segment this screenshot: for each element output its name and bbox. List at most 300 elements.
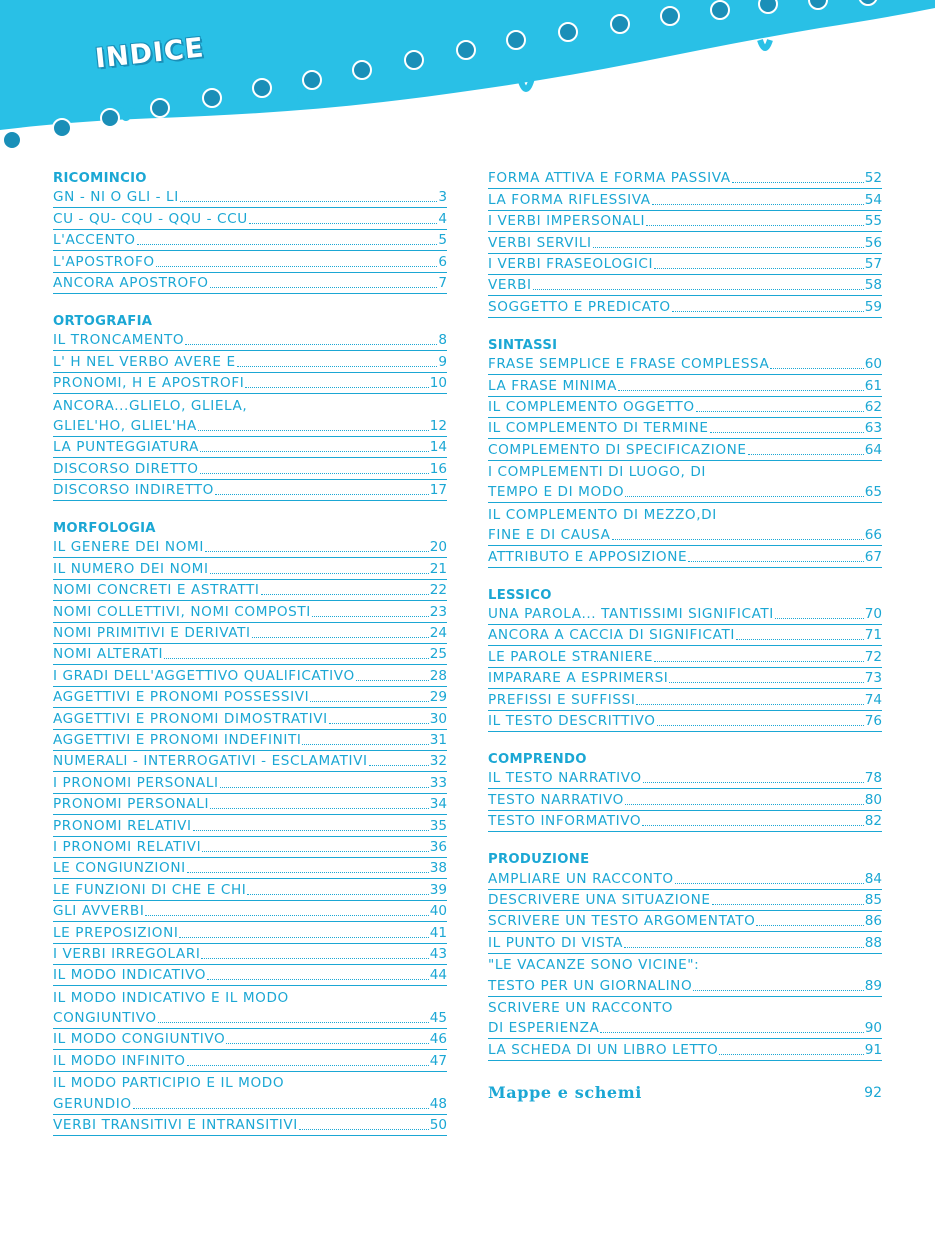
entry-title: IL COMPLEMENTO DI MEZZO,DI [488, 506, 717, 523]
dot-leader [642, 825, 863, 826]
entry-title: ATTRIBUTO E APPOSIZIONE [488, 548, 688, 565]
entry-page: 35 [429, 817, 447, 834]
entry-title: LE PAROLE STRANIERE [488, 648, 654, 665]
toc-entry[interactable] [488, 997, 882, 1018]
entry-page: 76 [864, 712, 882, 729]
dot-leader [600, 1032, 863, 1033]
entry-page: 54 [864, 191, 882, 208]
entry-page: 38 [429, 860, 447, 877]
entry-title: GLIEL'HO, GLIEL'HA [53, 417, 197, 434]
entry-page: 31 [429, 731, 447, 748]
dot-leader [593, 247, 864, 248]
entry-title: CONGIUNTIVO [53, 1010, 157, 1027]
toc-entry[interactable] [488, 546, 882, 567]
toc-entry[interactable] [488, 768, 882, 789]
toc-section [53, 311, 447, 501]
entry-title: TESTO PER UN GIORNALINO [488, 977, 693, 994]
entry-title: ANCORA APOSTROFO [53, 274, 209, 291]
entry-title: IL NUMERO DEI NOMI [53, 560, 209, 577]
entry-page: 74 [864, 691, 882, 708]
entry-title: DISCORSO INDIRETTO [53, 482, 214, 499]
dot-leader [652, 204, 864, 205]
entry-page: 25 [429, 646, 447, 663]
entry-title: TESTO NARRATIVO [488, 791, 624, 808]
entry-page: 66 [864, 527, 882, 544]
toc-entry[interactable] [488, 397, 882, 418]
entry-title: "LE VACANZE SONO VICINE": [488, 957, 700, 974]
entry-page: 3 [438, 189, 447, 206]
toc-entry[interactable] [53, 1072, 447, 1093]
entry-page: 24 [429, 625, 447, 642]
entry-page: 20 [429, 539, 447, 556]
entry-title: LA FRASE MINIMA [488, 377, 618, 394]
toc-entry[interactable] [488, 503, 882, 524]
entry-title: IL PUNTO DI VISTA [488, 934, 624, 951]
toc-entry[interactable] [488, 275, 882, 296]
entry-title: GERUNDIO [53, 1095, 132, 1112]
dot-leader [145, 915, 428, 916]
entry-title: NOMI PRIMITIVI E DERIVATI [53, 625, 251, 642]
entry-page: 7 [438, 274, 447, 291]
entry-page: 29 [429, 689, 447, 706]
entry-title: DI ESPERIENZA [488, 1020, 600, 1037]
entry-title: PRONOMI RELATIVI [53, 817, 192, 834]
dot-leader [156, 266, 438, 267]
entry-title: IL MODO INFINITO [53, 1052, 186, 1069]
entry-page: 8 [438, 332, 447, 349]
dot-leader [657, 725, 864, 726]
toc-section [53, 168, 447, 294]
toc-section [488, 749, 882, 832]
toc-entry[interactable] [488, 1039, 882, 1060]
entry-title: PREFISSI E SUFFISSI [488, 691, 636, 708]
entry-page: 44 [429, 967, 447, 984]
toc-entry[interactable] [488, 604, 882, 625]
dot-leader [205, 551, 429, 552]
dot-leader [210, 573, 429, 574]
entry-title: ANCORA A CACCIA DI SIGNIFICATI [488, 627, 735, 644]
dot-leader [220, 787, 429, 788]
toc-entry[interactable] [53, 416, 447, 437]
toc-entry[interactable] [53, 837, 447, 858]
entry-title: I PRONOMI PERSONALI [53, 774, 219, 791]
toc-entry[interactable] [53, 230, 447, 251]
toc-entry[interactable] [53, 1093, 447, 1114]
entry-title: CU - QU- CQU - QQU - CCU [53, 210, 248, 227]
entry-title: TEMPO E DI MODO [488, 484, 625, 501]
toc-entry[interactable] [488, 525, 882, 546]
entry-title: L' H NEL VERBO AVERE E [53, 353, 236, 370]
entry-title: COMPLEMENTO DI SPECIFICAZIONE [488, 441, 747, 458]
entry-title: AMPLIARE UN RACCONTO [488, 870, 674, 887]
dot-leader [210, 287, 438, 288]
entry-title: NOMI CONCRETI E ASTRATTI [53, 582, 260, 599]
dot-leader [215, 494, 429, 495]
dot-leader [693, 990, 863, 991]
dot-leader [533, 289, 864, 290]
dot-leader [180, 201, 438, 202]
entry-page: 80 [864, 791, 882, 808]
entry-title: FORMA ATTIVA E FORMA PASSIVA [488, 170, 731, 187]
dot-leader [688, 561, 864, 562]
toc-entry[interactable] [53, 665, 447, 686]
toc-entry[interactable] [488, 911, 882, 932]
entry-title: I GRADI DELL'AGGETTIVO QUALIFICATIVO [53, 667, 355, 684]
dot-leader [625, 496, 864, 497]
dot-leader [247, 894, 428, 895]
section-heading: COMPRENDO [488, 751, 587, 767]
entry-page: 92 [864, 1084, 882, 1101]
entry-title: IL TRONCAMENTO [53, 332, 185, 349]
toc-entry[interactable] [488, 954, 882, 975]
toc-entry[interactable] [53, 751, 447, 772]
section-heading: SINTASSI [488, 337, 558, 353]
toc-entry[interactable] [53, 772, 447, 793]
entry-page: 57 [864, 255, 882, 272]
entry-title: L'ACCENTO [53, 232, 136, 249]
entry-page: 62 [864, 398, 882, 415]
entry-page: 5 [438, 232, 447, 249]
toc-entry[interactable] [53, 922, 447, 943]
dot-leader [696, 411, 864, 412]
entry-page: 12 [429, 417, 447, 434]
toc-entry[interactable] [488, 211, 882, 232]
entry-title: UNA PAROLA... TANTISSIMI SIGNIFICATI [488, 606, 774, 623]
dot-leader [654, 268, 864, 269]
dot-leader [200, 473, 429, 474]
entry-title: NUMERALI - INTERROGATIVI - ESCLAMATIVI [53, 753, 368, 770]
entry-title: IL COMPLEMENTO DI TERMINE [488, 420, 709, 437]
toc-entry[interactable] [53, 687, 447, 708]
entry-page: 56 [864, 234, 882, 251]
dot-leader [201, 958, 428, 959]
entry-title: VERBI TRANSITIVI E INTRANSITIVI [53, 1117, 298, 1134]
entry-title: LE FUNZIONI DI CHE E CHI [53, 881, 247, 898]
section-heading: PRODUZIONE [488, 852, 590, 868]
toc-entry[interactable] [488, 975, 882, 996]
toc-entry[interactable] [488, 296, 882, 317]
toc-entry[interactable] [53, 373, 447, 394]
toc-column-right [488, 168, 882, 1108]
toc-entry[interactable] [488, 646, 882, 667]
toc-entry[interactable] [53, 794, 447, 815]
dot-leader [226, 1043, 428, 1044]
dot-leader [643, 782, 864, 783]
toc-column-left [53, 168, 447, 1153]
entry-title: I PRONOMI RELATIVI [53, 838, 202, 855]
toc-entry[interactable] [488, 461, 882, 482]
toc-entry[interactable] [53, 480, 447, 501]
toc-section [488, 585, 882, 732]
entry-title: SCRIVERE UN TESTO ARGOMENTATO [488, 913, 756, 930]
entry-title: IL GENERE DEI NOMI [53, 539, 204, 556]
toc-entry[interactable] [488, 254, 882, 275]
toc-entry[interactable] [53, 251, 447, 272]
toc-entry[interactable] [488, 890, 882, 911]
entry-page: 28 [429, 667, 447, 684]
entry-title: AGGETTIVI E PRONOMI DIMOSTRATIVI [53, 710, 328, 727]
dot-leader [329, 723, 429, 724]
section-heading: RICOMINCIO [53, 171, 147, 186]
toc-entry[interactable] [488, 232, 882, 253]
dot-leader [210, 808, 429, 809]
entry-page: 72 [864, 648, 882, 665]
toc-entry[interactable] [53, 601, 447, 622]
entry-title: FINE E DI CAUSA [488, 527, 611, 544]
toc-entry[interactable] [488, 1018, 882, 1039]
entry-page: 47 [429, 1052, 447, 1069]
dot-leader [654, 661, 864, 662]
toc-entry[interactable] [488, 711, 882, 732]
dot-leader [669, 682, 863, 683]
toc-entry[interactable] [488, 932, 882, 953]
dot-leader [748, 454, 864, 455]
entry-title: LA PUNTEGGIATURA [53, 439, 200, 456]
dot-leader [187, 1065, 429, 1066]
entry-page: 48 [429, 1095, 447, 1112]
toc-entry[interactable] [53, 558, 447, 579]
entry-title: IL MODO INDICATIVO [53, 967, 207, 984]
toc-entry[interactable] [53, 1029, 447, 1050]
toc-entry-mappe[interactable] [488, 1078, 882, 1108]
header-banner [0, 0, 935, 160]
dot-leader [207, 979, 429, 980]
toc-entry[interactable] [488, 418, 882, 439]
entry-title: IL MODO INDICATIVO E IL MODO [53, 989, 289, 1006]
dot-leader [185, 344, 437, 345]
toc-entry[interactable] [488, 168, 882, 189]
entry-page: 9 [438, 353, 447, 370]
toc-entry[interactable] [488, 668, 882, 689]
toc-entry[interactable] [53, 580, 447, 601]
toc-entry[interactable] [53, 351, 447, 372]
toc-entry[interactable] [53, 330, 447, 351]
entry-page: 14 [429, 439, 447, 456]
entry-title: LE CONGIUNZIONI [53, 860, 186, 877]
entry-page: 55 [864, 213, 882, 230]
entry-page: 50 [429, 1117, 447, 1134]
entry-page: 64 [864, 441, 882, 458]
entry-title: I COMPLEMENTI DI LUOGO, DI [488, 464, 707, 481]
entry-page: 40 [429, 903, 447, 920]
entry-title: IL COMPLEMENTO OGGETTO [488, 398, 695, 415]
page-title: INDICE [93, 32, 206, 75]
toc-entry[interactable] [488, 375, 882, 396]
toc-section [488, 335, 882, 568]
entry-title: DISCORSO DIRETTO [53, 460, 199, 477]
entry-page: 88 [864, 934, 882, 951]
dot-leader [646, 225, 864, 226]
dot-leader [252, 637, 429, 638]
entry-page: 39 [429, 881, 447, 898]
toc-entry[interactable] [53, 437, 447, 458]
entry-title: DESCRIVERE UNA SITUAZIONE [488, 891, 711, 908]
section-heading: ORTOGRAFIA [53, 313, 153, 329]
toc-entry[interactable] [53, 273, 447, 294]
entry-page: 89 [864, 977, 882, 994]
toc-entry[interactable] [488, 439, 882, 460]
dot-leader [158, 1022, 429, 1023]
toc-entry[interactable] [53, 730, 447, 751]
toc-entry[interactable] [53, 708, 447, 729]
dot-leader [137, 244, 438, 245]
entry-page: 34 [429, 796, 447, 813]
entry-title: NOMI ALTERATI [53, 646, 164, 663]
entry-title: FRASE SEMPLICE E FRASE COMPLESSA [488, 356, 770, 373]
entry-page: 43 [429, 945, 447, 962]
dot-leader [369, 765, 429, 766]
entry-page: 86 [864, 913, 882, 930]
entry-title: SCRIVERE UN RACCONTO [488, 999, 674, 1016]
dot-leader [249, 223, 438, 224]
entry-title: I VERBI IRREGOLARI [53, 945, 201, 962]
entry-page: 36 [429, 838, 447, 855]
section-heading: LESSICO [488, 587, 552, 603]
entry-page: 70 [864, 606, 882, 623]
toc-entry[interactable] [488, 482, 882, 503]
dot-leader [736, 639, 864, 640]
dot-leader [299, 1129, 429, 1130]
toc-section [488, 849, 882, 1061]
entry-page: 71 [864, 627, 882, 644]
entry-title: I VERBI FRASEOLOGICI [488, 255, 654, 272]
toc-entry[interactable] [53, 1115, 447, 1136]
dot-leader [710, 432, 864, 433]
toc-entry[interactable] [53, 537, 447, 558]
entry-title: NOMI COLLETTIVI, NOMI COMPOSTI [53, 603, 311, 620]
dot-leader [612, 539, 864, 540]
entry-title: SOGGETTO E PREDICATO [488, 298, 671, 315]
dot-leader [756, 925, 863, 926]
entry-page: 10 [429, 375, 447, 392]
dot-leader [636, 704, 863, 705]
dot-leader [712, 904, 864, 905]
toc-entry[interactable] [53, 858, 447, 879]
toc-section [53, 518, 447, 1136]
dot-leader [302, 744, 428, 745]
toc-entry[interactable] [488, 811, 882, 832]
entry-page: 41 [429, 924, 447, 941]
entry-title: VERBI SERVILI [488, 234, 592, 251]
toc-entry[interactable] [488, 354, 882, 375]
entry-title: Mappe e schemi [488, 1083, 642, 1103]
dot-leader [618, 390, 864, 391]
entry-page: 45 [429, 1010, 447, 1027]
toc-entry[interactable] [488, 689, 882, 710]
dot-leader [356, 680, 429, 681]
entry-page: 85 [864, 891, 882, 908]
entry-page: 4 [438, 210, 447, 227]
dot-leader [625, 804, 864, 805]
entry-title: GLI AVVERBI [53, 903, 145, 920]
toc-entry[interactable] [53, 1050, 447, 1071]
entry-page: 59 [864, 298, 882, 315]
entry-page: 90 [864, 1020, 882, 1037]
toc-entry[interactable] [53, 187, 447, 208]
entry-page: 58 [864, 277, 882, 294]
dot-leader [675, 883, 864, 884]
toc-entry[interactable] [53, 394, 447, 415]
toc-entry[interactable] [53, 965, 447, 986]
dot-leader [133, 1108, 429, 1109]
entry-page: 6 [438, 253, 447, 270]
toc-entry[interactable] [488, 868, 882, 889]
dot-leader [732, 182, 864, 183]
dot-leader [775, 618, 864, 619]
toc-entry[interactable] [53, 815, 447, 836]
entry-title: I VERBI IMPERSONALI [488, 213, 646, 230]
entry-page: 23 [429, 603, 447, 620]
entry-title: IMPARARE A ESPRIMERSI [488, 670, 669, 687]
entry-title: PRONOMI, H E APOSTROFI [53, 375, 245, 392]
entry-page: 63 [864, 420, 882, 437]
entry-title: LA SCHEDA DI UN LIBRO LETTO [488, 1041, 719, 1058]
entry-title: GN - NI O GLI - LI [53, 189, 179, 206]
entry-page: 73 [864, 670, 882, 687]
entry-title: L'APOSTROFO [53, 253, 155, 270]
dot-leader [719, 1054, 863, 1055]
toc-entry[interactable] [488, 789, 882, 810]
entry-title: IL MODO PARTICIPIO E IL MODO [53, 1075, 285, 1092]
toc-entry[interactable] [53, 944, 447, 965]
dot-leader [672, 311, 864, 312]
dot-leader [200, 451, 429, 452]
entry-page: 60 [864, 356, 882, 373]
section-heading: MORFOLOGIA [53, 521, 156, 537]
entry-page: 67 [864, 548, 882, 565]
dot-leader [198, 430, 429, 431]
toc-entry[interactable] [53, 208, 447, 229]
dot-leader [202, 851, 429, 852]
toc-section [488, 168, 882, 318]
dot-leader [245, 387, 428, 388]
entry-title: AGGETTIVI E PRONOMI POSSESSIVI [53, 689, 310, 706]
dot-leader [310, 701, 428, 702]
entry-title: LA FORMA RIFLESSIVA [488, 191, 651, 208]
entry-page: 46 [429, 1031, 447, 1048]
dot-leader [237, 366, 438, 367]
dot-leader [179, 937, 428, 938]
toc-entry[interactable] [53, 879, 447, 900]
toc-entry[interactable] [53, 986, 447, 1007]
entry-page: 52 [864, 170, 882, 187]
toc-entry[interactable] [488, 189, 882, 210]
dot-leader [770, 368, 863, 369]
entry-title: ANCORA...GLIELO, GLIELA, [53, 397, 248, 414]
toc-entry[interactable] [53, 901, 447, 922]
entry-title: IL TESTO DESCRITTIVO [488, 712, 656, 729]
dot-leader [261, 594, 429, 595]
entry-title: AGGETTIVI E PRONOMI INDEFINITI [53, 731, 302, 748]
toc-entry[interactable] [488, 625, 882, 646]
entry-page: 32 [429, 753, 447, 770]
toc-entry[interactable] [53, 644, 447, 665]
entry-title: VERBI [488, 277, 532, 294]
toc-entry[interactable] [53, 458, 447, 479]
toc-entry[interactable] [53, 623, 447, 644]
toc-entry[interactable] [53, 1008, 447, 1029]
entry-title: TESTO INFORMATIVO [488, 813, 642, 830]
entry-page: 78 [864, 770, 882, 787]
entry-title: IL MODO CONGIUNTIVO [53, 1031, 226, 1048]
entry-page: 33 [429, 774, 447, 791]
entry-page: 30 [429, 710, 447, 727]
entry-title: LE PREPOSIZIONI [53, 924, 179, 941]
entry-title: PRONOMI PERSONALI [53, 796, 210, 813]
entry-title: IL TESTO NARRATIVO [488, 770, 642, 787]
entry-page: 91 [864, 1041, 882, 1058]
dot-leader [187, 872, 429, 873]
